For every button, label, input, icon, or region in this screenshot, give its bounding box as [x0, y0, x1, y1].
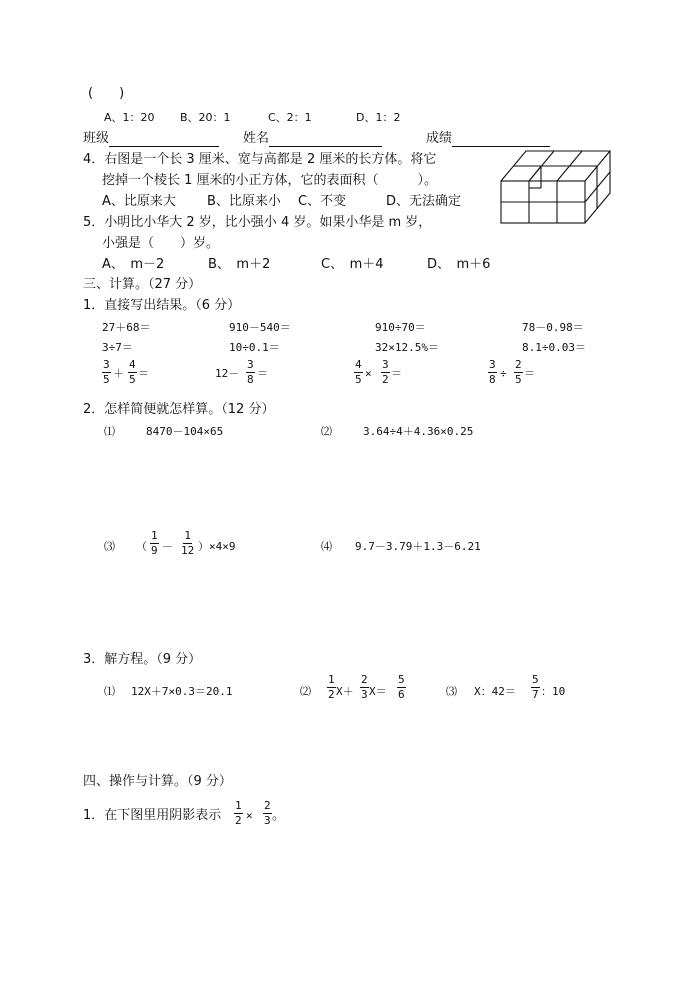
- frac-a1-den: 5: [103, 373, 110, 386]
- score-field[interactable]: [426, 131, 550, 147]
- name-label: 姓名: [243, 131, 270, 146]
- frac-c2-num: 3: [382, 358, 389, 371]
- s4-frac1-den: 2: [235, 814, 242, 827]
- p3-frac3-num: 5: [398, 673, 405, 686]
- p2-frac2: [181, 530, 194, 557]
- calc-6: 10÷0.1＝: [229, 341, 280, 354]
- s4-q1-pre: 1．在下图里用阴影表示: [83, 808, 222, 823]
- p2-frac2-den: 12: [181, 544, 195, 557]
- p3-frac1: [327, 674, 336, 701]
- score-blank[interactable]: [452, 146, 550, 147]
- frac-c2: [381, 359, 390, 386]
- s4-frac1: [234, 800, 243, 827]
- eq-b: ＝: [257, 367, 268, 380]
- p2-expr3-open: （: [136, 540, 147, 553]
- class-blank[interactable]: [109, 146, 219, 147]
- q5-choice-c: C、 m＋4: [321, 257, 384, 272]
- q5-choice-b: B、 m＋2: [208, 257, 271, 272]
- s4-frac1-num: 1: [235, 799, 242, 812]
- s4-frac2: [263, 800, 272, 827]
- p2-num3: ⑶: [104, 540, 115, 553]
- section3-title: 三、计算。（27 分）: [83, 277, 202, 292]
- pre-b: 12－: [215, 367, 240, 380]
- calc-3: 910÷70＝: [375, 321, 426, 334]
- p2-num4: ⑷: [321, 540, 332, 553]
- calc-5: 3÷7＝: [102, 341, 133, 354]
- frac-a2-den: 5: [129, 373, 136, 386]
- p3-expr3-pre: X：42＝: [474, 685, 516, 698]
- calc-2: 910－540＝: [229, 321, 291, 334]
- op-a: ＋: [113, 367, 124, 380]
- p3-num3: ⑶: [446, 685, 457, 698]
- frac-a1-num: 3: [103, 358, 110, 371]
- op-d: ÷: [500, 367, 507, 380]
- op-c: ×: [365, 367, 372, 380]
- frac-c1-num: 4: [355, 358, 362, 371]
- p3-frac2-num: 2: [361, 673, 368, 686]
- frac-d1-num: 3: [489, 358, 496, 371]
- frac-d1-den: 8: [489, 373, 496, 386]
- p3-frac3: [397, 674, 406, 701]
- p3-num2: ⑵: [300, 685, 311, 698]
- p2-frac2-num: 1: [184, 529, 191, 542]
- p3-frac4-num: 5: [532, 673, 539, 686]
- eq-a: ＝: [138, 367, 149, 380]
- eq-c: ＝: [391, 367, 402, 380]
- q4-choice-d: D、无法确定: [386, 194, 462, 209]
- part1-title: 1．直接写出结果。（6 分）: [83, 298, 241, 313]
- frac-a1: [102, 359, 111, 386]
- part2-title: 2．怎样简便就怎样算。（12 分）: [83, 402, 275, 417]
- name-field[interactable]: [243, 131, 382, 147]
- s4-frac2-den: 3: [264, 814, 271, 827]
- p3-frac1-num: 1: [328, 673, 335, 686]
- p2-expr3-minus: －: [162, 540, 173, 553]
- p3-frac2: [360, 674, 369, 701]
- choice-a: A、1：20: [104, 111, 155, 124]
- choice-d: D、1：2: [356, 111, 401, 124]
- q4-choice-c: C、不变: [298, 194, 347, 209]
- calc-4: 78－0.98＝: [522, 321, 584, 334]
- choice-c: C、2：1: [268, 111, 312, 124]
- class-label: 班级: [83, 131, 110, 146]
- p3-num1: ⑴: [104, 685, 115, 698]
- p2-expr3-close: ）×4×9: [198, 540, 236, 553]
- class-field[interactable]: [83, 131, 219, 147]
- p2-num2: ⑵: [321, 425, 332, 438]
- q4-line2: 挖掉一个棱长 1 厘米的小正方体，它的表面积（ ）。: [102, 173, 438, 188]
- frac-b: [246, 359, 255, 386]
- q5-line1: 5．小明比小华大 2 岁，比小强小 4 岁。如果小华是 m 岁，: [83, 215, 432, 230]
- name-blank[interactable]: [269, 146, 382, 147]
- frac-c1-den: 5: [355, 373, 362, 386]
- frac-a2-num: 4: [129, 358, 136, 371]
- cuboid-figure: [498, 148, 614, 230]
- s4-frac2-num: 2: [264, 799, 271, 812]
- p3-expr3-post: ：10: [541, 685, 566, 698]
- calc-7: 32×12.5%＝: [375, 341, 439, 354]
- p2-frac1-num: 1: [151, 529, 158, 542]
- p2-expr4: 9.7－3.79＋1.3－6.21: [355, 540, 481, 553]
- calc-8: 8.1÷0.03＝: [522, 341, 586, 354]
- s4-op: ×: [246, 809, 253, 822]
- frac-b-den: 8: [247, 373, 254, 386]
- q5-line2: 小强是（ ）岁。: [102, 236, 220, 251]
- frac-d1: [488, 359, 497, 386]
- calc-1: 27＋68＝: [102, 321, 151, 334]
- p3-frac4-den: 7: [532, 688, 539, 701]
- p3-frac3-den: 6: [398, 688, 405, 701]
- frac-d2-num: 2: [515, 358, 522, 371]
- p2-num1: ⑴: [104, 425, 115, 438]
- frac-d2: [514, 359, 523, 386]
- p2-expr1: 8470－104×65: [146, 425, 224, 438]
- p3-expr2-x: X＝: [369, 685, 387, 698]
- score-label: 成绩: [426, 131, 453, 146]
- q4-line1: 4．右图是一个长 3 厘米、宽与高都是 2 厘米的长方体。将它: [83, 152, 437, 167]
- q4-choice-b: B、比原来小: [207, 194, 281, 209]
- p3-frac2-den: 3: [361, 688, 368, 701]
- p3-frac1-den: 2: [328, 688, 335, 701]
- p3-expr2-mid: X＋: [336, 685, 354, 698]
- q4-choice-a: A、比原来大: [102, 194, 176, 209]
- part3-title: 3．解方程。（9 分）: [83, 652, 202, 667]
- p2-frac1: [150, 530, 159, 557]
- s4-q1-post: 。: [272, 808, 286, 823]
- p2-expr2: 3.64÷4＋4.36×0.25: [363, 425, 474, 438]
- answer-paren: ( ): [88, 86, 125, 101]
- p3-expr1: 12X＋7×0.3＝20.1: [131, 685, 233, 698]
- frac-d2-den: 5: [515, 373, 522, 386]
- q5-choice-a: A、 m－2: [102, 257, 165, 272]
- section4-title: 四、操作与计算。（9 分）: [83, 774, 232, 789]
- p3-frac4: [531, 674, 540, 701]
- q5-choice-d: D、 m＋6: [427, 257, 491, 272]
- frac-b-num: 3: [247, 358, 254, 371]
- frac-c2-den: 2: [382, 373, 389, 386]
- frac-c1: [354, 359, 363, 386]
- frac-a2: [128, 359, 137, 386]
- p2-frac1-den: 9: [151, 544, 158, 557]
- choice-b: B、20：1: [180, 111, 231, 124]
- eq-d: ＝: [524, 367, 535, 380]
